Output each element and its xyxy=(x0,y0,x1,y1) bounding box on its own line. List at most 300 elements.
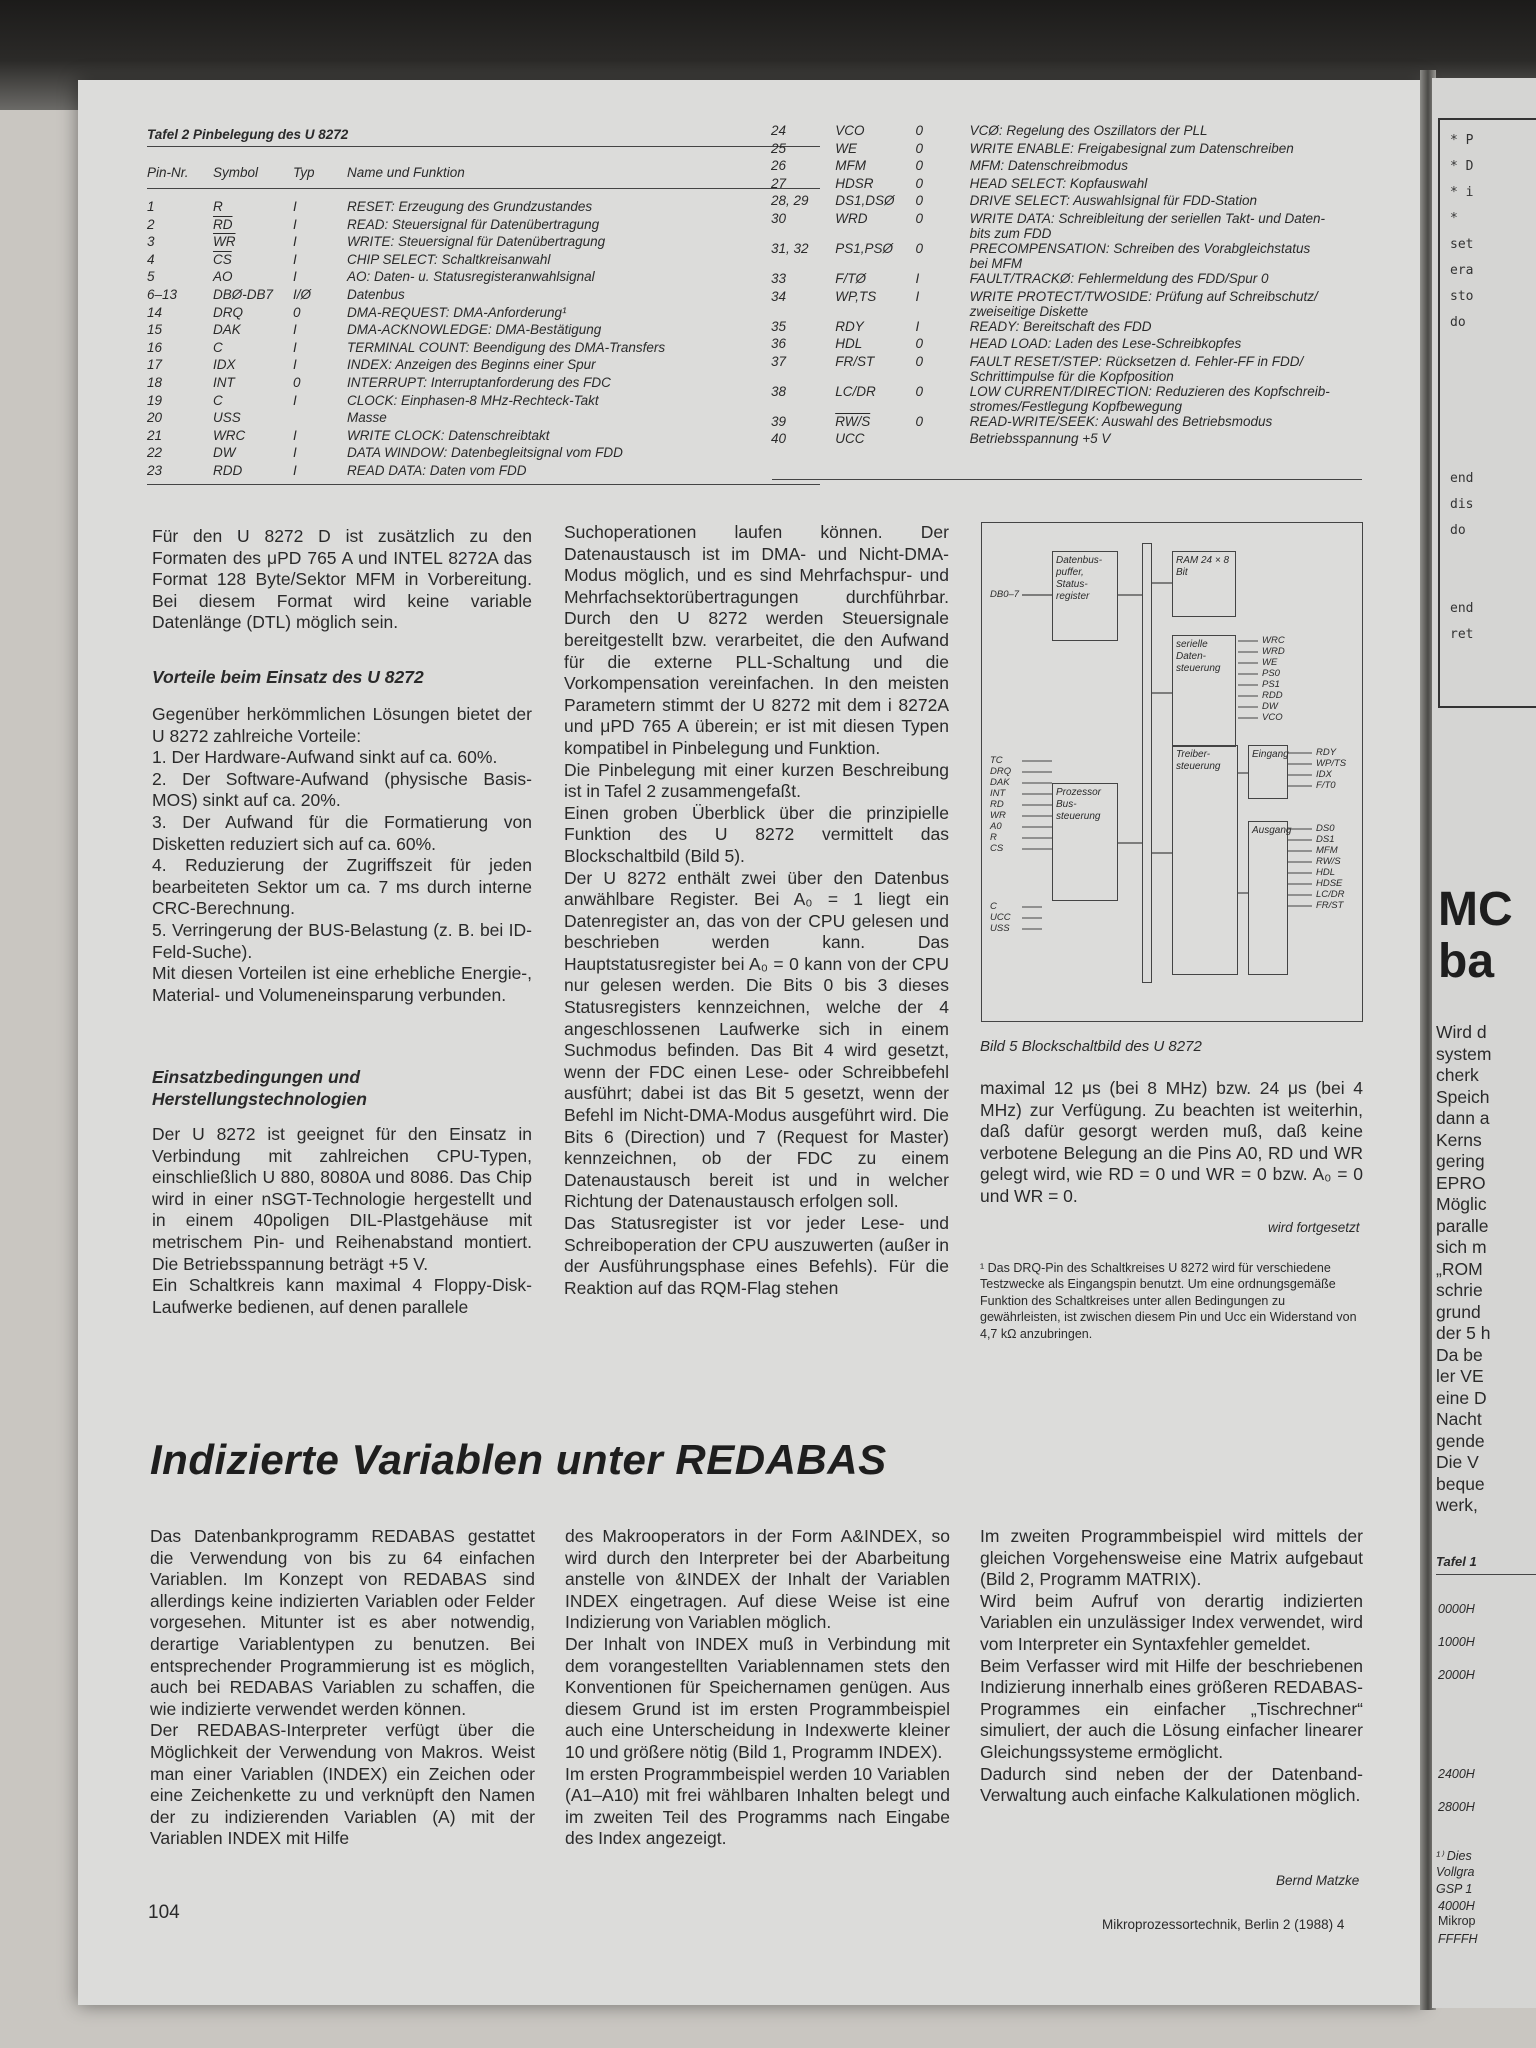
pin-type: I/Ø xyxy=(293,286,312,302)
pin-function xyxy=(970,123,1371,141)
pin-symbol: RDD xyxy=(213,462,243,478)
signal-label: C xyxy=(990,901,997,912)
pin-number: 31, 32 xyxy=(771,240,809,256)
table-row: 2000H xyxy=(1438,1668,1475,1682)
pin-symbol: DRQ xyxy=(213,304,243,320)
code-line xyxy=(1450,388,1473,414)
code-line: * i xyxy=(1450,185,1474,200)
pin-function xyxy=(970,141,1371,159)
text-line: cherk xyxy=(1436,1065,1479,1085)
signal-label: VCO xyxy=(1262,712,1283,723)
pin-symbol: MFM xyxy=(835,158,866,174)
pin-number: 21 xyxy=(147,427,163,443)
signal-label: R xyxy=(990,832,997,843)
article2-column-1 xyxy=(150,1526,535,1850)
pin-table-left xyxy=(147,199,747,481)
signal-label: DAK xyxy=(990,777,1010,788)
pin-type: 0 xyxy=(915,210,923,226)
block-processor: Prozessor Bus-steuerung xyxy=(1052,783,1118,901)
table-row: 2800H xyxy=(1438,1800,1475,1814)
code-listing xyxy=(1450,128,1473,648)
vorteile-summary: Mit diesen Vorteilen ist eine erhebliche Energie-, Material- und Volumeneinsparung verbunden. xyxy=(152,963,532,1005)
pin-type: 0 xyxy=(915,123,923,138)
pin-number: 36 xyxy=(771,336,787,352)
signal-label: HDSE xyxy=(1316,878,1343,889)
text-line: grund xyxy=(1436,1301,1481,1322)
signal-label: INT xyxy=(990,788,1006,799)
pin-type xyxy=(915,431,969,449)
article2-author: Bernd Matzke xyxy=(1276,1873,1360,1888)
code-line xyxy=(1450,440,1473,466)
pin-symbol: AO xyxy=(213,269,233,285)
magazine-page-right xyxy=(1432,78,1536,2008)
code-line xyxy=(1450,570,1473,596)
pin-function: READ DATA: Daten vom FDD xyxy=(347,462,527,478)
block-ram: RAM 24 × 8 Bit xyxy=(1172,551,1236,617)
table-row xyxy=(147,287,747,305)
pin-function-line: DRIVE SELECT: Auswahlsignal für FDD-Station xyxy=(969,193,1257,209)
pin-function: INDEX: Anzeigen des Beginns einer Spur xyxy=(347,357,596,373)
block-diagram xyxy=(981,522,1363,1022)
signal-label: DS1 xyxy=(1316,834,1335,845)
table-row xyxy=(771,414,1371,432)
text-line: schrie xyxy=(1436,1280,1483,1300)
pin-number: 19 xyxy=(147,392,163,408)
table-row xyxy=(1438,1722,1478,1755)
text-line: paralle xyxy=(1436,1215,1489,1236)
pin-number: 20 xyxy=(147,410,163,426)
right-column-text xyxy=(1436,1022,1491,1517)
vorteile-list xyxy=(152,704,532,1006)
table-row xyxy=(147,393,747,411)
table-row xyxy=(147,217,747,235)
table-row xyxy=(147,428,747,446)
pin-symbol: HDSR xyxy=(835,175,874,191)
pin-type: I xyxy=(293,216,297,232)
pin-number: 39 xyxy=(771,413,787,429)
continued-note: wird fortgesetzt xyxy=(1268,1220,1360,1235)
text-line: Nacht xyxy=(1436,1409,1482,1429)
pin-type: 0 xyxy=(915,193,923,209)
pin-function: DATA WINDOW: Datenbegleitsignal vom FDD xyxy=(347,445,623,461)
code-line: dis xyxy=(1450,497,1474,512)
pin-function: TERMINAL COUNT: Beendigung des DMA-Transfers xyxy=(347,339,666,355)
table-row xyxy=(147,305,747,323)
code-line xyxy=(1450,336,1473,362)
pin-type: 0 xyxy=(293,374,301,390)
pin-function xyxy=(970,384,1371,414)
pin-function: Datenbus xyxy=(347,286,405,302)
pin-number: 24 xyxy=(771,123,787,138)
text-line: werk, xyxy=(1436,1495,1478,1515)
table-row xyxy=(771,271,1371,289)
pin-symbol: INT xyxy=(213,374,235,390)
text-line: dann a xyxy=(1436,1108,1490,1128)
table-row xyxy=(147,463,747,481)
signal-label: RD xyxy=(990,799,1004,810)
pin-type: 0 xyxy=(915,175,923,191)
signal-label: RDY xyxy=(1316,747,1337,758)
table-title: Tafel 2 Pinbelegung des U 8272 xyxy=(147,127,349,142)
magazine-page-left xyxy=(78,80,1423,2005)
block-input: Eingang xyxy=(1248,745,1288,799)
table-rule-bottom-right xyxy=(772,479,1362,480)
einsatz-text xyxy=(152,1124,532,1318)
code-line: set xyxy=(1450,237,1474,252)
pin-number: 35 xyxy=(771,318,787,334)
code-line: end xyxy=(1450,471,1474,486)
block-buffer: Datenbus-puffer, Status-register xyxy=(1052,551,1118,641)
pin-type: 0 xyxy=(915,353,923,369)
pin-function: WRITE CLOCK: Datenschreibtakt xyxy=(347,427,550,443)
table-row: 2400H xyxy=(1438,1767,1475,1781)
pin-function xyxy=(970,336,1371,354)
pin-symbol: LC/DR xyxy=(835,383,876,399)
table-row xyxy=(147,234,747,252)
pin-function-line: WRITE ENABLE: Freigabesignal zum Datenschreiben xyxy=(969,140,1294,156)
pin-type: I xyxy=(293,462,297,478)
signal-label: WRD xyxy=(1262,646,1285,657)
text-line: eine D xyxy=(1436,1387,1487,1408)
code-line: * D xyxy=(1450,159,1474,174)
pin-number: 37 xyxy=(771,353,787,369)
pin-type: I xyxy=(915,318,920,334)
table-row xyxy=(147,375,747,393)
signal-label: WR xyxy=(990,810,1006,821)
article2-col3-paragraph-2: Wird beim Aufruf von derartig indizierten Variablen ein unzulässiger Index verwendet, wird vom Interpreter ein Syntaxfehler gemeldet. xyxy=(980,1590,1363,1654)
right-footnote xyxy=(1436,1848,1474,1897)
article2-title: Indizierte Variablen unter REDABAS xyxy=(150,1436,887,1483)
code-line xyxy=(1450,544,1473,570)
table-row xyxy=(771,319,1371,337)
pin-type: I xyxy=(293,445,297,461)
signal-label: DS0 xyxy=(1316,823,1335,834)
pin-function: AO: Daten- u. Statusregisteranwahlsignal xyxy=(347,269,595,285)
pin-function xyxy=(970,271,1371,289)
signal-label: USS xyxy=(990,923,1010,934)
pin-number: 14 xyxy=(147,304,163,320)
pin-function-line: LOW CURRENT/DIRECTION: Reduzieren des Kopfschreib- xyxy=(969,383,1330,399)
diagram-wiring xyxy=(982,523,1362,1021)
pin-function-line: WRITE DATA: Schreibleitung der seriellen Takt- und Daten- xyxy=(969,210,1326,226)
pin-number: 3 xyxy=(147,234,155,250)
article2-col2-paragraph-2: Der Inhalt von INDEX muß in Verbindung mit dem vorangestellten Variablennamen stets den Konventionen für Speichernamen genügen. Aus diesem Grund ist im ersten Programmbeispiel auch eine Unterscheidung in Indexwerte kleiner 10 und größere nötig (Bild 1, Programm INDEX). xyxy=(565,1633,950,1762)
code-line: sto xyxy=(1450,289,1474,304)
table-row xyxy=(771,336,1371,354)
col2-paragraph-5: Das Statusregister ist vor jeder Lese- und Schreiboperation der CPU auszuwerten (außer in der Ausführungsphase eines Befehls). Für die Reaktion auf das RQM-Flag stehen xyxy=(564,1213,949,1298)
text-line: gering xyxy=(1436,1151,1485,1171)
heading-vorteile: Vorteile beim Einsatz des U 8272 xyxy=(152,667,424,687)
col3-paragraph: maximal 12 μs (bei 8 MHz) bzw. 24 μs (bei 4 MHz) zur Verfügung. Zu beachten ist weiterhin, daß dafür gesorgt werden muß, daß keine verbotene Belegung an die Pins A0, RD und WR gelegt wird, wie RD = 0 und WR = 0 bzw. A₀ = 0 und WR = 0. xyxy=(980,1078,1363,1206)
vorteile-intro: Gegenüber herkömmlichen Lösungen bietet der U 8272 zahlreiche Vorteile: xyxy=(152,704,532,746)
code-line: * P xyxy=(1450,133,1474,148)
pin-function-line: FAULT RESET/STEP: Rücksetzen d. Fehler-FF in FDD/ xyxy=(969,353,1304,369)
pin-function-line: VCØ: Regelung des Oszillators der PLL xyxy=(969,123,1208,138)
signal-label: WP/TS xyxy=(1316,758,1347,769)
table-header-typ: Typ xyxy=(293,165,315,180)
code-line: end xyxy=(1450,601,1474,616)
code-line: do xyxy=(1450,315,1466,330)
table-rule-bottom-left xyxy=(147,484,820,485)
right-heading-line-1: MC xyxy=(1438,883,1513,936)
pin-symbol: $\overline{CS}$ xyxy=(213,251,232,267)
right-table xyxy=(1438,1590,1478,1953)
pin-function: CLOCK: Einphasen-8 MHz-Rechteck-Takt xyxy=(347,392,599,408)
pin-type: I xyxy=(293,322,297,338)
pin-symbol: WRD xyxy=(835,210,868,226)
signal-label: RDD xyxy=(1262,690,1283,701)
block-serial: serielle Daten-steuerung xyxy=(1172,635,1236,747)
pin-type: 0 xyxy=(915,158,923,174)
text-line: Möglic xyxy=(1436,1194,1487,1214)
col2-paragraph-4: Der U 8272 enthält zwei über den Datenbus anwählbare Register. Bei A₀ = 1 liegt ein Datenregister an, das von der CPU gelesen und beschrieben werden kann. Das Hauptstatusregister bei A₀ = 0 kann von der CPU nur gelesen werden. Die Bits 0 bis 3 dieses Statusregisters kennzeichnen, welche der 4 angeschlossenen Laufwerke sich in einem Suchmodus befinden. Das Bit 4 wird gesetzt, wenn der FDC einen Lese- oder Schreibbefehl ausführt; dabei ist das Bit 5 gesetzt, wenn der Befehl im Nicht-DMA-Modus ausgeführt wird. Die Bits 6 (Direction) und 7 (Request for Master) kennzeichnen, ob der FDC zu einem Datenaustausch bereit ist und in welcher Richtung der Datenaustausch erfolgen soll. xyxy=(564,867,949,1212)
col2-paragraph-2: Die Pinbelegung mit einer kurzen Beschreibung ist in Tafel 2 zusammengefaßt. xyxy=(564,759,949,802)
block-driver: Treiber-steuerung xyxy=(1172,745,1238,975)
pin-function xyxy=(970,158,1371,176)
text-line: ler VE xyxy=(1436,1366,1484,1386)
einsatz-paragraph-1: Der U 8272 ist geeignet für den Einsatz in Verbindung mit zahlreichen CPU-Typen, einschließlich U 880, 8080A und 8086. Das Chip wird in einer nSGT-Technologie hergestellt und in einem 40poligen DIL-Plastgehäuse mit metrischem Pin- und Reihenabstand montiert. Die Betriebsspannung beträgt +5 V. xyxy=(152,1124,532,1274)
code-line: do xyxy=(1450,523,1466,538)
text-line: beque xyxy=(1436,1473,1485,1494)
pin-number: 5 xyxy=(147,269,155,285)
pin-symbol: WE xyxy=(835,140,857,156)
pin-type xyxy=(293,410,347,428)
signal-label: CS xyxy=(990,843,1004,854)
pin-type: I xyxy=(293,199,297,214)
heading-einsatz: Einsatzbedingungen und Herstellungstechnologien xyxy=(152,1067,367,1109)
code-line: ret xyxy=(1450,627,1474,642)
text-line: Da be xyxy=(1436,1344,1483,1365)
pin-symbol: C xyxy=(213,339,223,355)
article2-column-2 xyxy=(565,1526,950,1850)
footnote-line: Vollgra xyxy=(1436,1865,1475,1880)
pin-function: DMA-REQUEST: DMA-Anforderung¹ xyxy=(347,304,567,320)
vorteile-item-5: 5. Verringerung der BUS-Belastung (z. B. bei ID-Feld-Suche). xyxy=(152,919,532,962)
right-heading xyxy=(1438,884,1513,988)
article2-col2-paragraph-1: des Makrooperators in der Form A&INDEX, so wird durch den Interpreter bei der Abarbeitung anstelle von &INDEX der Inhalt der Variablen INDEX eingetragen. Auf diese Weise ist eine Indizierung von Variablen möglich. xyxy=(565,1526,950,1633)
table-rule-header xyxy=(147,188,820,189)
signal-label: DB0–7 xyxy=(990,589,1020,600)
pin-type: 0 xyxy=(915,383,923,399)
signal-label: WRC xyxy=(1262,635,1285,646)
pin-symbol: DS1,DSØ xyxy=(835,193,895,209)
pin-symbol: WRC xyxy=(213,427,246,443)
pin-function: READ: Steuersignal für Datenübertragung xyxy=(347,216,600,232)
vorteile-item-4: 4. Reduzierung der Zugriffszeit für jeden bearbeiteten Sektor um ca. 7 ms durch interne CRC-Berechnung. xyxy=(152,855,532,919)
code-line: * xyxy=(1450,211,1458,226)
pin-function: INTERRUPT: Interruptanforderung des FDC xyxy=(347,374,611,390)
vorteile-item-3: 3. Der Aufwand für die Formatierung von Disketten reduziert sich auf ca. 60%. xyxy=(152,811,532,854)
pin-function-line: HEAD SELECT: Kopfauswahl xyxy=(969,175,1148,191)
table-row: 4000H xyxy=(1438,1899,1475,1913)
right-table-rule xyxy=(1436,1574,1536,1575)
signal-label: WE xyxy=(1262,657,1278,668)
pin-function-line: HEAD LOAD: Laden des Lese-Schreibkopfes xyxy=(969,336,1242,352)
pin-number: 26 xyxy=(771,158,787,174)
pin-function xyxy=(970,289,1371,319)
table-row xyxy=(771,158,1371,176)
col2-paragraph-1: Suchoperationen laufen können. Der Datenaustausch ist im DMA- und Nicht-DMA-Modus möglich, und es sind Mehrfachspur- und Mehrfachsektorübertragungen durchführbar. Durch den U 8272 werden Steuersignale bereitgestellt bzw. verarbeitet, die den Aufwand für die externe PLL-Schaltung und die Vorkompensation vereinfachen. In den meisten Parametern stimmt der U 8272 mit dem i 8272A und μPD 765 A überein; er ist mit diesen Typen kompatibel in Pinbelegung und Funktion. xyxy=(564,522,949,758)
text-line: Speich xyxy=(1436,1086,1490,1107)
pin-symbol: RW/S xyxy=(835,413,871,429)
article2-col1-paragraph-2: Der REDABAS-Interpreter verfügt über die Möglichkeit der Verwendung von Makros. Weist man einer Variablen (INDEX) ein Zeichen oder eine Zeichenkette zu und verknüpft den Namen der zu indizierenden Variablen (A) mit der Variablen INDEX mit Hilfe xyxy=(150,1720,535,1849)
block-output: Ausgang xyxy=(1248,821,1288,975)
article2-col3-paragraph-4: Dadurch sind neben der der Datenband-Verwaltung auch einfache Kalkulationen möglich. xyxy=(980,1763,1363,1806)
table-row xyxy=(147,445,747,463)
figure-caption: Bild 5 Blockschaltbild des U 8272 xyxy=(980,1038,1202,1055)
pin-type: I xyxy=(293,339,297,355)
pin-type: 0 xyxy=(915,336,923,352)
text-line: EPRO xyxy=(1436,1172,1486,1193)
vorteile-item-2: 2. Der Software-Aufwand (physische Basis-MOS) sinkt auf ca. 20%. xyxy=(152,768,532,811)
pin-function-line: WRITE PROTECT/TWOSIDE: Prüfung auf Schreibschutz/ xyxy=(969,288,1318,304)
signal-label: HDL xyxy=(1316,867,1336,878)
table-row xyxy=(771,193,1371,211)
pin-symbol: C xyxy=(213,392,223,408)
pin-function-line: MFM: Datenschreibmodus xyxy=(969,158,1128,174)
table-row xyxy=(147,252,747,270)
pin-symbol: VCO xyxy=(835,123,865,138)
vorteile-item-1: 1. Der Hardware-Aufwand sinkt auf ca. 60%. xyxy=(152,747,498,768)
signal-label: DRQ xyxy=(990,766,1012,777)
table-row xyxy=(771,354,1371,384)
table-row xyxy=(147,340,747,358)
table-row xyxy=(771,211,1371,241)
pin-number: 30 xyxy=(771,210,787,226)
article2-column-3 xyxy=(980,1526,1363,1807)
pin-table-right xyxy=(771,123,1371,449)
table-row: FFFFH xyxy=(1438,1932,1478,1946)
pin-type: I xyxy=(293,251,297,267)
footnote-line: ¹⁾ Dies xyxy=(1436,1849,1472,1863)
signal-label: LC/DR xyxy=(1316,889,1345,900)
pin-symbol: DW xyxy=(213,445,236,461)
signal-label: MFM xyxy=(1316,845,1338,856)
text-line: Die V xyxy=(1436,1452,1479,1472)
right-heading-line-2: ba xyxy=(1438,935,1495,988)
pin-number: 38 xyxy=(771,383,787,399)
article2-col3-paragraph-3: Beim Verfasser wird mit Hilfe der beschriebenen Indizierung innerhalb eines größeren REDABAS-Programmes ein einfacher „Tischrechner“ simuliert, der auch die Lösung einfacher linearer Gleichungssysteme ermöglicht. xyxy=(980,1655,1363,1762)
pin-type: 0 xyxy=(915,413,923,429)
table-row xyxy=(771,431,1371,449)
pin-number: 22 xyxy=(147,445,163,461)
article2-col2-paragraph-3: Im ersten Programmbeispiel werden 10 Variablen (A1–A10) mit frei wählbaren Inhalten belegt und im zweiten Teil des Programms nach Eingabe des Index angezeigt. xyxy=(565,1763,950,1849)
table-row xyxy=(771,123,1371,141)
pin-function-line: Schrittimpulse für die Kopfposition xyxy=(969,368,1174,384)
pin-function-line: PRECOMPENSATION: Schreiben des Vorabgleichstatus xyxy=(969,240,1311,256)
table-row xyxy=(771,384,1371,414)
pin-symbol: R xyxy=(213,199,223,214)
table-row xyxy=(1438,1689,1478,1722)
pin-function: Masse xyxy=(347,410,387,426)
pin-function xyxy=(970,431,1371,449)
text-line: „ROM xyxy=(1436,1258,1483,1279)
table-row: 0000H xyxy=(1438,1602,1475,1616)
pin-function xyxy=(970,176,1371,194)
pin-symbol: DAK xyxy=(213,322,241,338)
pin-type: 0 xyxy=(915,140,923,156)
pin-type: I xyxy=(293,427,297,443)
article1-column-2 xyxy=(564,522,949,1299)
pin-number: 2 xyxy=(147,216,155,232)
pin-number: 18 xyxy=(147,374,163,390)
signal-label: TC xyxy=(990,755,1003,766)
article2-col1-paragraph-1: Das Datenbankprogramm REDABAS gestattet die Verwendung von bis zu 64 einfachen Variablen. Im Konzept von REDABAS sind allerdings keine indizierten Variablen oder Felder vorgesehen. Mitunter ist es aber notwendig, derartige Variablentypen zu benutzen. Bei entsprechender Programmierung ist es möglich, auch bei REDABAS Variablen zu schaffen, die wie indizierte verwendet werden können. xyxy=(150,1526,535,1719)
col2-paragraph-3: Einen groben Überblick über die prinzipielle Funktion des U 8272 vermittelt das Blockschaltbild (Bild 5). xyxy=(564,802,949,866)
pin-symbol: DBØ-DB7 xyxy=(213,286,274,302)
pin-function-line: READ-WRITE/SEEK: Auswahl des Betriebsmodus xyxy=(969,413,1273,429)
text-line: Kerns xyxy=(1436,1129,1482,1150)
text-line: sich m xyxy=(1436,1237,1487,1257)
right-table-title: Tafel 1 xyxy=(1436,1554,1477,1569)
pin-function: WRITE: Steuersignal für Datenübertragung xyxy=(347,234,606,250)
pin-number: 23 xyxy=(147,462,163,478)
pin-function-line: FAULT/TRACKØ: Fehlermeldung des FDD/Spur 0 xyxy=(969,270,1269,286)
pin-function xyxy=(970,211,1371,241)
pin-symbol: PS1,PSØ xyxy=(835,240,893,256)
pin-number: 4 xyxy=(147,251,155,267)
pin-symbol: HDL xyxy=(835,336,863,352)
table-row xyxy=(147,410,747,428)
table-row xyxy=(771,289,1371,319)
pin-number: 25 xyxy=(771,140,787,156)
table-row xyxy=(771,141,1371,159)
table-row xyxy=(771,176,1371,194)
signal-label: RW/S xyxy=(1316,856,1341,867)
pin-function-line: READY: Bereitschaft des FDD xyxy=(969,318,1152,334)
code-line: era xyxy=(1450,263,1474,278)
pin-symbol: USS xyxy=(213,410,241,426)
table-row xyxy=(771,241,1371,271)
text-line: der 5 h xyxy=(1436,1323,1491,1343)
table-row xyxy=(147,199,747,217)
pin-symbol: IDX xyxy=(213,357,236,373)
signal-label: UCC xyxy=(990,912,1011,923)
pin-function-line: bits zum FDD xyxy=(969,225,1052,241)
pin-number: 27 xyxy=(771,175,787,191)
pin-type: I xyxy=(293,269,297,285)
page-number: 104 xyxy=(148,1902,180,1923)
pin-symbol: WP,TS xyxy=(835,288,877,304)
pin-type: I xyxy=(293,234,297,250)
pin-number: 33 xyxy=(771,270,787,286)
signal-label: IDX xyxy=(1316,769,1332,780)
pin-symbol: RDY xyxy=(835,318,864,334)
pin-function-line: Betriebsspannung +5 V xyxy=(969,431,1111,447)
table-row: 1000H xyxy=(1438,1635,1475,1649)
pin-number: 1 xyxy=(147,199,155,214)
signal-label: F/T0 xyxy=(1316,780,1336,791)
pin-symbol: $\overline{RD}$ xyxy=(213,216,233,232)
text-line: gende xyxy=(1436,1430,1485,1451)
signal-label: DW xyxy=(1262,701,1278,712)
pin-function xyxy=(970,354,1371,384)
text-line: system xyxy=(1436,1043,1492,1064)
pin-type: I xyxy=(915,270,920,286)
code-line xyxy=(1450,362,1473,388)
pin-function xyxy=(970,319,1371,337)
pin-function xyxy=(970,414,1371,432)
footnote: ¹ Das DRQ-Pin des Schaltkreises U 8272 wird für verschiedene Testzwecke als Eingangspin benutzt. Um eine ordnungsgemäße Funktion des Schaltkreises unter allen Bedingungen zu gewährleisten, ist zwischen diesem Pin und Ucc ein Widerstand von 4,7 kΩ anzubringen. xyxy=(980,1261,1357,1341)
pin-symbol: $\overline{WR}$ xyxy=(213,234,236,250)
pin-type: I xyxy=(293,357,297,373)
table-row xyxy=(147,322,747,340)
pin-symbol: F/TØ xyxy=(835,270,866,286)
pin-function: DMA-ACKNOWLEDGE: DMA-Bestätigung xyxy=(347,322,602,338)
code-line xyxy=(1450,414,1473,440)
table-row xyxy=(147,269,747,287)
pin-function xyxy=(970,193,1371,211)
